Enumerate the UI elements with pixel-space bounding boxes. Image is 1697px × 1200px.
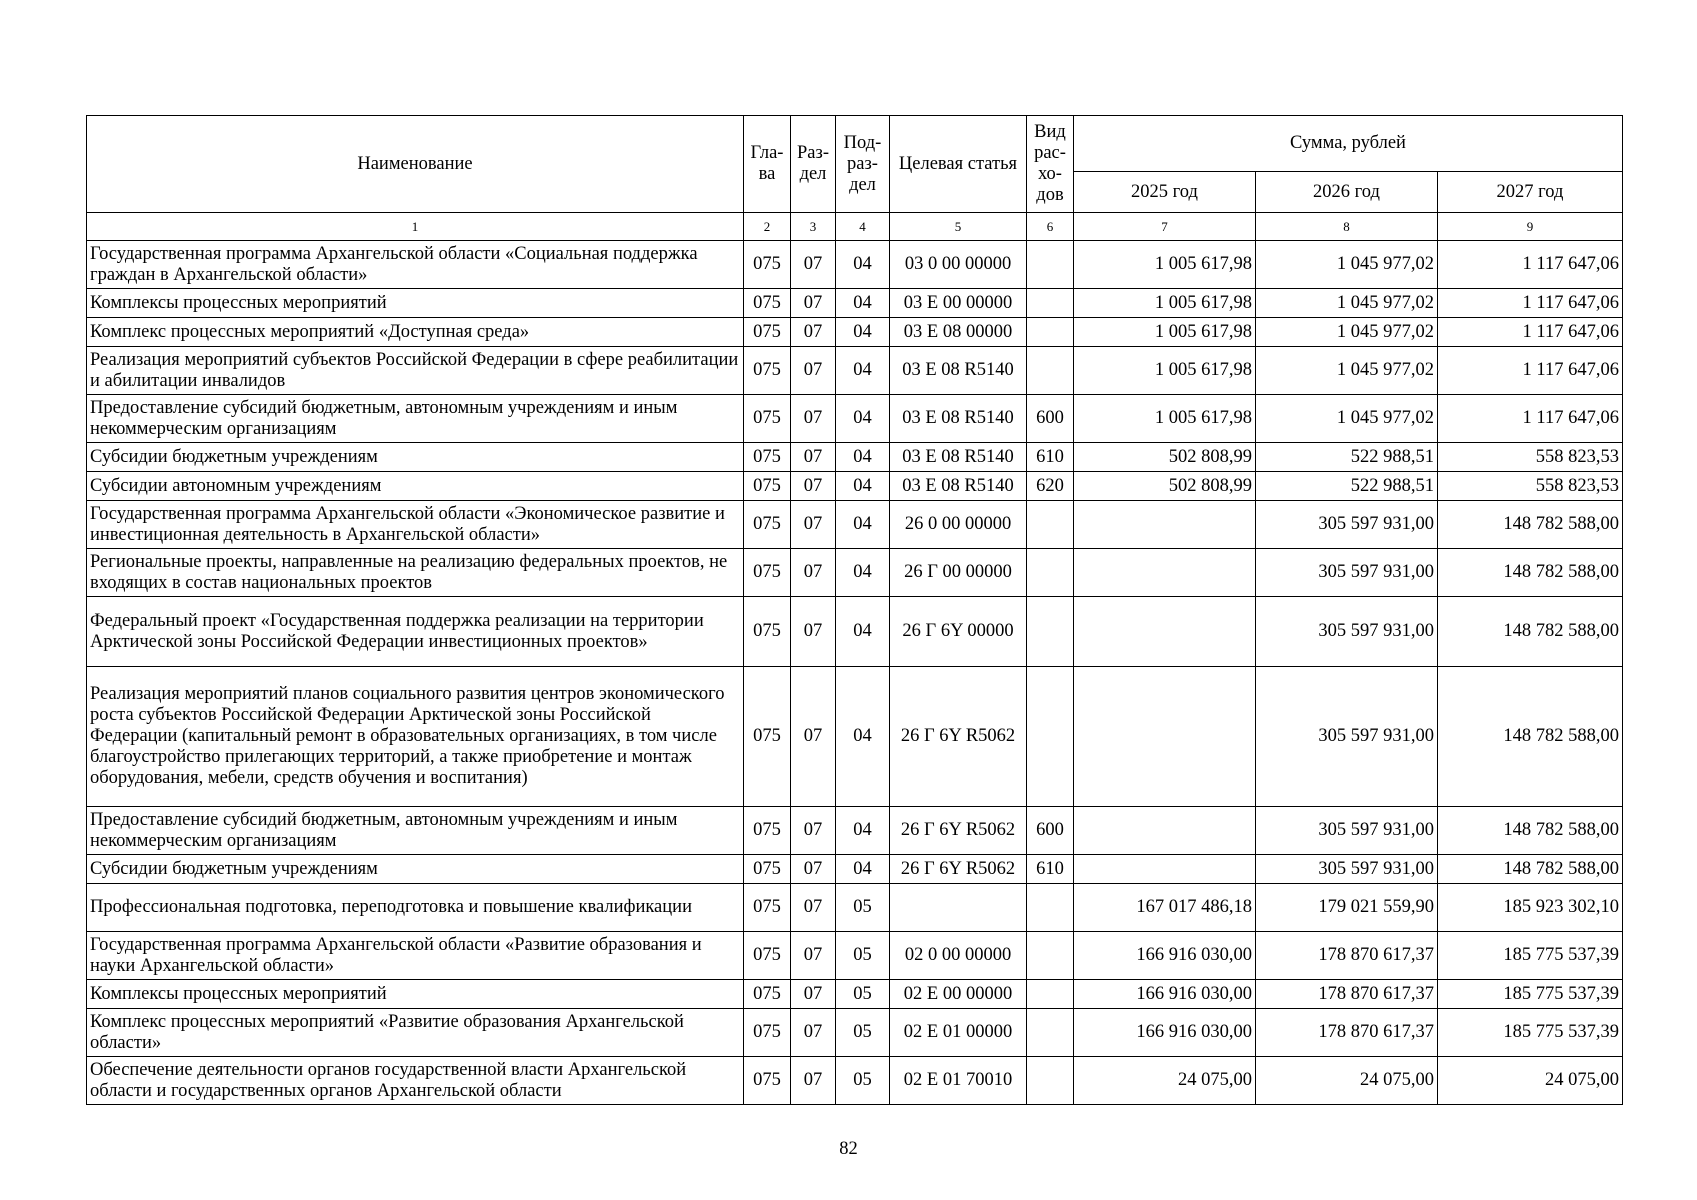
row-podrazdel: 05 [836,1009,890,1057]
column-number: 9 [1438,213,1623,241]
row-razdel: 07 [791,855,836,884]
row-amount-2025: 1 005 617,98 [1074,241,1256,289]
row-glava: 075 [744,347,791,395]
table-row [87,241,1623,289]
row-podrazdel: 04 [836,667,890,807]
row-razdel: 07 [791,443,836,472]
row-amount-2027: 148 782 588,00 [1438,667,1623,807]
row-amount-2027: 558 823,53 [1438,443,1623,472]
header-summa: Сумма, рублей [1074,116,1623,172]
row-vid-rashodov: 620 [1027,472,1074,501]
row-glava: 075 [744,1057,791,1105]
row-amount-2025: 166 916 030,00 [1074,980,1256,1009]
table-row [87,443,1623,472]
row-razdel: 07 [791,347,836,395]
row-celevaya-statya: 02 Е 01 70010 [890,1057,1027,1105]
row-amount-2026: 178 870 617,37 [1256,932,1438,980]
row-amount-2026: 522 988,51 [1256,443,1438,472]
row-amount-2026: 305 597 931,00 [1256,807,1438,855]
row-celevaya-statya: 03 Е 08 R5140 [890,347,1027,395]
row-glava: 075 [744,884,791,932]
row-name: Комплексы процессных мероприятий [87,980,744,1009]
row-amount-2025: 502 808,99 [1074,443,1256,472]
table-row [87,667,1623,807]
column-number: 1 [87,213,744,241]
row-amount-2026: 24 075,00 [1256,1057,1438,1105]
row-amount-2025 [1074,807,1256,855]
row-amount-2025 [1074,667,1256,807]
row-razdel: 07 [791,807,836,855]
row-vid-rashodov: 600 [1027,395,1074,443]
row-amount-2027: 148 782 588,00 [1438,597,1623,667]
row-glava: 075 [744,472,791,501]
row-amount-2025: 24 075,00 [1074,1057,1256,1105]
header-vid-rashodov: Вид рас-хо-дов [1027,116,1074,213]
row-podrazdel: 04 [836,855,890,884]
row-razdel: 07 [791,1057,836,1105]
row-celevaya-statya: 26 Г 6Y R5062 [890,855,1027,884]
row-amount-2027: 148 782 588,00 [1438,855,1623,884]
row-amount-2027: 185 775 537,39 [1438,932,1623,980]
row-amount-2026: 305 597 931,00 [1256,549,1438,597]
row-podrazdel: 04 [836,395,890,443]
table-row [87,1057,1623,1105]
header-razdel: Раз-дел [791,116,836,213]
row-razdel: 07 [791,549,836,597]
row-razdel: 07 [791,667,836,807]
row-name: Комплексы процессных мероприятий [87,289,744,318]
row-vid-rashodov [1027,1009,1074,1057]
row-razdel: 07 [791,472,836,501]
row-vid-rashodov [1027,597,1074,667]
row-amount-2027: 1 117 647,06 [1438,289,1623,318]
row-vid-rashodov: 600 [1027,807,1074,855]
row-glava: 075 [744,241,791,289]
row-celevaya-statya: 26 Г 6Y R5062 [890,667,1027,807]
row-amount-2027: 1 117 647,06 [1438,241,1623,289]
row-glava: 075 [744,443,791,472]
table-row [87,395,1623,443]
row-celevaya-statya: 03 Е 08 R5140 [890,443,1027,472]
row-vid-rashodov [1027,932,1074,980]
row-razdel: 07 [791,395,836,443]
row-celevaya-statya: 26 0 00 00000 [890,501,1027,549]
budget-table [86,115,1623,1105]
row-amount-2027: 148 782 588,00 [1438,807,1623,855]
row-amount-2027: 185 923 302,10 [1438,884,1623,932]
column-number: 4 [836,213,890,241]
row-name: Субсидии бюджетным учреждениям [87,443,744,472]
row-name: Реализация мероприятий планов социального развития центров экономического роста субъектов Российской Федерации Арктической зоны Российской Федерации (капитальный ремонт в образовательных организациях, в том числе благоустройство прилегающих территорий, а также приобретение и монтаж оборудования, мебели, средств обучения и воспитания) [87,667,744,807]
row-amount-2027: 185 775 537,39 [1438,980,1623,1009]
row-podrazdel: 05 [836,980,890,1009]
table-row [87,318,1623,347]
row-name: Государственная программа Архангельской области «Социальная поддержка граждан в Архангельской области» [87,241,744,289]
row-amount-2026: 305 597 931,00 [1256,855,1438,884]
row-celevaya-statya: 03 Е 00 00000 [890,289,1027,318]
table-row [87,855,1623,884]
row-glava: 075 [744,501,791,549]
column-number-row [87,213,1623,241]
row-celevaya-statya: 03 Е 08 R5140 [890,472,1027,501]
row-podrazdel: 04 [836,443,890,472]
row-amount-2026: 305 597 931,00 [1256,667,1438,807]
row-celevaya-statya: 26 Г 00 00000 [890,549,1027,597]
row-amount-2026: 1 045 977,02 [1256,318,1438,347]
row-amount-2025 [1074,855,1256,884]
row-vid-rashodov [1027,549,1074,597]
column-number: 5 [890,213,1027,241]
row-amount-2027: 1 117 647,06 [1438,347,1623,395]
row-amount-2026: 522 988,51 [1256,472,1438,501]
row-vid-rashodov: 610 [1027,855,1074,884]
row-podrazdel: 05 [836,932,890,980]
row-podrazdel: 04 [836,318,890,347]
row-amount-2026: 305 597 931,00 [1256,597,1438,667]
row-razdel: 07 [791,289,836,318]
row-razdel: 07 [791,932,836,980]
row-name: Государственная программа Архангельской области «Экономическое развитие и инвестиционная деятельность в Архангельской области» [87,501,744,549]
row-amount-2026: 305 597 931,00 [1256,501,1438,549]
table-row [87,932,1623,980]
row-amount-2026: 1 045 977,02 [1256,289,1438,318]
row-amount-2027: 148 782 588,00 [1438,501,1623,549]
table-row [87,884,1623,932]
table-row [87,980,1623,1009]
row-name: Предоставление субсидий бюджетным, автономным учреждениям и иным некоммерческим организациям [87,807,744,855]
row-podrazdel: 04 [836,807,890,855]
row-glava: 075 [744,855,791,884]
row-razdel: 07 [791,884,836,932]
row-name: Государственная программа Архангельской области «Развитие образования и науки Архангельской области» [87,932,744,980]
row-amount-2026: 1 045 977,02 [1256,241,1438,289]
row-vid-rashodov [1027,289,1074,318]
row-razdel: 07 [791,980,836,1009]
row-amount-2025: 1 005 617,98 [1074,347,1256,395]
row-amount-2025: 166 916 030,00 [1074,1009,1256,1057]
row-amount-2026: 179 021 559,90 [1256,884,1438,932]
row-podrazdel: 04 [836,549,890,597]
row-vid-rashodov [1027,318,1074,347]
row-glava: 075 [744,549,791,597]
row-vid-rashodov [1027,884,1074,932]
row-podrazdel: 05 [836,1057,890,1105]
column-number: 7 [1074,213,1256,241]
header-year-2025: 2025 год [1074,172,1256,213]
row-celevaya-statya: 26 Г 6Y R5062 [890,807,1027,855]
row-glava: 075 [744,1009,791,1057]
page-number: 82 [839,1139,858,1159]
row-podrazdel: 04 [836,289,890,318]
row-vid-rashodov [1027,241,1074,289]
row-amount-2027: 1 117 647,06 [1438,395,1623,443]
row-glava: 075 [744,932,791,980]
header-glava: Гла-ва [744,116,791,213]
row-celevaya-statya: 03 0 00 00000 [890,241,1027,289]
row-podrazdel: 04 [836,472,890,501]
row-amount-2026: 1 045 977,02 [1256,395,1438,443]
row-glava: 075 [744,807,791,855]
row-amount-2025: 1 005 617,98 [1074,395,1256,443]
row-podrazdel: 04 [836,347,890,395]
row-podrazdel: 05 [836,884,890,932]
header-year-2027: 2027 год [1438,172,1623,213]
row-celevaya-statya: 26 Г 6Y 00000 [890,597,1027,667]
row-razdel: 07 [791,241,836,289]
row-amount-2025 [1074,597,1256,667]
row-celevaya-statya: 02 0 00 00000 [890,932,1027,980]
row-podrazdel: 04 [836,597,890,667]
header-year-2026: 2026 год [1256,172,1438,213]
row-amount-2025 [1074,501,1256,549]
row-glava: 075 [744,318,791,347]
row-glava: 075 [744,289,791,318]
row-amount-2025: 502 808,99 [1074,472,1256,501]
row-celevaya-statya: 03 Е 08 R5140 [890,395,1027,443]
row-vid-rashodov [1027,980,1074,1009]
header-podrazdel: Под-раз-дел [836,116,890,213]
row-name: Региональные проекты, направленные на реализацию федеральных проектов, не входящих в состав национальных проектов [87,549,744,597]
row-name: Реализация мероприятий субъектов Российской Федерации в сфере реабилитации и абилитации инвалидов [87,347,744,395]
row-celevaya-statya: 02 Е 00 00000 [890,980,1027,1009]
row-glava: 075 [744,667,791,807]
row-name: Комплекс процессных мероприятий «Развитие образования Архангельской области» [87,1009,744,1057]
row-amount-2027: 558 823,53 [1438,472,1623,501]
row-podrazdel: 04 [836,501,890,549]
row-name: Обеспечение деятельности органов государственной власти Архангельской области и государственных органов Архангельской области [87,1057,744,1105]
row-glava: 075 [744,395,791,443]
row-name: Комплекс процессных мероприятий «Доступная среда» [87,318,744,347]
table-row [87,289,1623,318]
row-amount-2025: 167 017 486,18 [1074,884,1256,932]
row-glava: 075 [744,980,791,1009]
row-razdel: 07 [791,501,836,549]
row-amount-2026: 178 870 617,37 [1256,1009,1438,1057]
row-amount-2025: 166 916 030,00 [1074,932,1256,980]
row-name: Профессиональная подготовка, переподготовка и повышение квалификации [87,884,744,932]
row-podrazdel: 04 [836,241,890,289]
row-vid-rashodov [1027,501,1074,549]
row-razdel: 07 [791,318,836,347]
row-vid-rashodov [1027,347,1074,395]
row-amount-2026: 178 870 617,37 [1256,980,1438,1009]
row-name: Предоставление субсидий бюджетным, автономным учреждениям и иным некоммерческим организациям [87,395,744,443]
table-row [87,1009,1623,1057]
table-row [87,472,1623,501]
row-vid-rashodov [1027,667,1074,807]
row-vid-rashodov: 610 [1027,443,1074,472]
row-amount-2027: 185 775 537,39 [1438,1009,1623,1057]
column-number: 3 [791,213,836,241]
column-number: 2 [744,213,791,241]
table-row [87,807,1623,855]
row-razdel: 07 [791,597,836,667]
row-celevaya-statya: 02 Е 01 00000 [890,1009,1027,1057]
row-amount-2025: 1 005 617,98 [1074,289,1256,318]
row-name: Субсидии бюджетным учреждениям [87,855,744,884]
row-amount-2025 [1074,549,1256,597]
table-row [87,597,1623,667]
column-number: 8 [1256,213,1438,241]
row-amount-2027: 24 075,00 [1438,1057,1623,1105]
row-celevaya-statya [890,884,1027,932]
row-glava: 075 [744,597,791,667]
row-celevaya-statya: 03 Е 08 00000 [890,318,1027,347]
row-amount-2026: 1 045 977,02 [1256,347,1438,395]
row-vid-rashodov [1027,1057,1074,1105]
table-row [87,347,1623,395]
row-name: Субсидии автономным учреждениям [87,472,744,501]
row-razdel: 07 [791,1009,836,1057]
row-name: Федеральный проект «Государственная поддержка реализации на территории Арктической зоны Российской Федерации инвестиционных проектов» [87,597,744,667]
header-name: Наименование [87,116,744,213]
table-row [87,549,1623,597]
row-amount-2027: 1 117 647,06 [1438,318,1623,347]
table-row [87,501,1623,549]
column-number: 6 [1027,213,1074,241]
header-celevaya-statya: Целевая статья [890,116,1027,213]
row-amount-2027: 148 782 588,00 [1438,549,1623,597]
row-amount-2025: 1 005 617,98 [1074,318,1256,347]
